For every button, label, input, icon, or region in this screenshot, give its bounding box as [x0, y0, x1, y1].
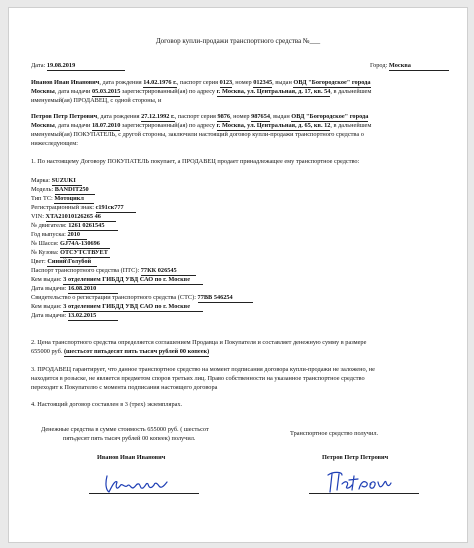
vehicle-pts-issued: 3 отделением ГИБДД УВД САО по г. Москве [63, 276, 203, 285]
seller-issue-date: 05.03.2015 [92, 88, 121, 95]
buyer-signature-scribble [324, 468, 394, 496]
vehicle-body: ОТСУТСТВУЕТ [60, 249, 110, 258]
vehicle-make: SUZUKI [52, 177, 82, 186]
vehicle-vin: XTA21010126265 46 [46, 213, 116, 222]
buyer-registered-label: зарегистрированный(ая) по адресу [121, 122, 216, 129]
vehicle-pts-date-label: Дата выдачи: [31, 285, 67, 292]
vehicle-received: Транспортное средство получил. [290, 430, 379, 437]
seller-issued-by: ОВД "Богородское" города [293, 79, 371, 86]
seller-issued-by-2: Москвы [31, 88, 55, 95]
vehicle-body-label: № Кузова: [31, 249, 59, 256]
seller-name: Иванов Иван Иванович [31, 79, 100, 86]
clause-4: 4. Настоящий договор составлен в 3 (трех) экземплярах. [31, 401, 183, 408]
buyer-address: г. Москва, ул. Центральная, д. 65, кв. 12 [216, 122, 331, 129]
seller-birth-label: , дата рождения [99, 79, 142, 86]
vehicle-type-label: Тип ТС: [31, 195, 53, 202]
buyer-issue-date: 18.07.2010 [92, 122, 121, 129]
vehicle-model-label: Модель: [31, 186, 54, 193]
seller-series-label: , паспорт серия [176, 79, 218, 86]
vehicle-sts-date: 13.02.2015 [68, 312, 118, 321]
seller-signature [103, 470, 173, 496]
vehicle-pts: 77КК 026545 [141, 267, 196, 276]
buyer-sign-name: Петров Петр Петрович [322, 454, 389, 461]
seller-birth: 14.02.1976 г. [143, 79, 177, 86]
vehicle-pts-date: 16.08.2010 [68, 285, 118, 294]
buyer-birth-label: , дата рождения [97, 113, 140, 120]
buyer-series-label: , паспорт серия [174, 113, 216, 120]
clause-2-line-2 [31, 347, 209, 357]
document-title: Договор купли-продажи транспортного средства №___ [155, 37, 321, 45]
buyer-issued-by-2: Москвы [31, 122, 55, 129]
vehicle-year-label: Год выпуска: [31, 231, 66, 238]
city-value: Москва [389, 62, 449, 71]
vehicle-sts-issued: 3 отделением ГИБДД УВД САО по г. Москве [63, 303, 203, 312]
vehicle-plate-label: Регистрационный знак: [31, 204, 94, 211]
buyer-birth: 27.12.1992 г. [141, 113, 175, 120]
buyer-name: Петров Петр Петрович [31, 113, 98, 120]
vehicle-type: Мотоцикл [54, 195, 94, 204]
date-value: 19.08.2019 [47, 62, 125, 71]
contract-page [8, 7, 468, 543]
seller-series: 0123 [219, 79, 233, 86]
vehicle-color: Синий\Голубой [47, 258, 97, 267]
seller-sign-name: Иванов Иван Иванович [97, 454, 166, 461]
buyer-tail: , в дальнейшем [330, 122, 372, 129]
seller-role: именуемый(ая) ПРОДАВЕЦ, с одной стороны, и [31, 97, 162, 104]
vehicle-sts-issued-label: Кем выдан: [31, 303, 62, 310]
buyer-issued-by: ОВД "Богородское" города [291, 113, 369, 120]
buyer-role-2: нижеследующем: [31, 140, 79, 147]
buyer-issued-label: , выдан [269, 113, 290, 120]
vehicle-color-label: Цвет: [31, 258, 46, 265]
vehicle-year: 2010 [67, 231, 87, 240]
buyer-number-label: , номер [230, 113, 250, 120]
money-received-line-2: пятьдесят пять тысяч рублей 00 копеек) получил. [63, 435, 196, 442]
vehicle-sts-date-label: Дата выдачи: [31, 312, 67, 319]
clause-2-line-1: 2. Цена транспортного средства определяется соглашением Продавца и Покупателя и составляет денежную сумму в размере [31, 339, 367, 346]
seller-issued-label: , выдан [272, 79, 292, 86]
vehicle-pts-label: Паспорт транспортного средства (ПТС): [31, 267, 140, 274]
clause-3-line-2: находится в розыске, не является предметом споров третьих лиц. Право собственности на указанное транспортное средство [31, 375, 365, 382]
buyer-series: 9876 [217, 113, 231, 120]
vehicle-engine: 1261 0261545 [68, 222, 118, 231]
seller-number: 012345 [253, 79, 273, 86]
vehicle-vin-label: VIN: [31, 213, 44, 220]
seller-number-label: , номер [232, 79, 252, 86]
clause-1: 1. По настоящему Договору ПОКУПАТЕЛЬ покупает, а ПРОДАВЕЦ продает принадлежащее ему транспортное средство: [31, 158, 360, 165]
clause-2-amount: 655000 руб. [31, 348, 63, 355]
seller-registered-label: зарегистрированный(ая) по адресу [121, 88, 216, 95]
clause-3-line-3: переходит к Покупателю с момента подписания настоящего договора [31, 384, 218, 391]
vehicle-pts-issued-label: Кем выдан: [31, 276, 62, 283]
city-label: Город: [370, 62, 388, 69]
buyer-role: именуемый(ая) ПОКУПАТЕЛЬ, с другой стороны, заключили настоящий договор купли-продажи транспортного средства о [31, 131, 364, 138]
date-row [31, 61, 125, 71]
city-row [370, 61, 449, 71]
seller-signature-scribble [103, 470, 173, 496]
vehicle-plate: с191ск777 [96, 204, 136, 213]
buyer-number: 987654 [251, 113, 270, 120]
vehicle-sts-date-row [31, 311, 118, 321]
vehicle-sts: 77ВВ 546254 [198, 294, 253, 303]
money-received-line-1: Денежные средства в сумме стоимость 655000 руб. ( шестьсот [41, 426, 209, 433]
seller-address: г. Москва, ул. Центральная, д. 17, кв. 54 [216, 88, 331, 95]
vehicle-chassis-label: № Шасси: [31, 240, 59, 247]
seller-issue-date-label: , дата выдачи [54, 88, 91, 95]
vehicle-chassis: GJ74A-130696 [60, 240, 110, 249]
vehicle-make-label: Марка: [31, 177, 51, 184]
buyer-signature [324, 468, 394, 496]
vehicle-engine-label: № двигателя: [31, 222, 67, 229]
vehicle-sts-label: Свидетельство о регистрации транспортного средства (СТС): [31, 294, 196, 301]
date-label: Дата: [31, 62, 46, 69]
seller-tail: , в дальнейшем [330, 88, 372, 95]
buyer-issue-date-label: , дата выдачи [54, 122, 91, 129]
clause-2-amount-words: (шестьсот пятьдесят пять тысяч рублей 00 копеек) [63, 348, 210, 355]
clause-3-line-1: 3. ПРОДАВЕЦ гарантирует, что данное транспортное средство на момент подписания договора купли-продажи не заложено, не [31, 366, 375, 373]
vehicle-model: BANDIT250 [55, 186, 95, 195]
